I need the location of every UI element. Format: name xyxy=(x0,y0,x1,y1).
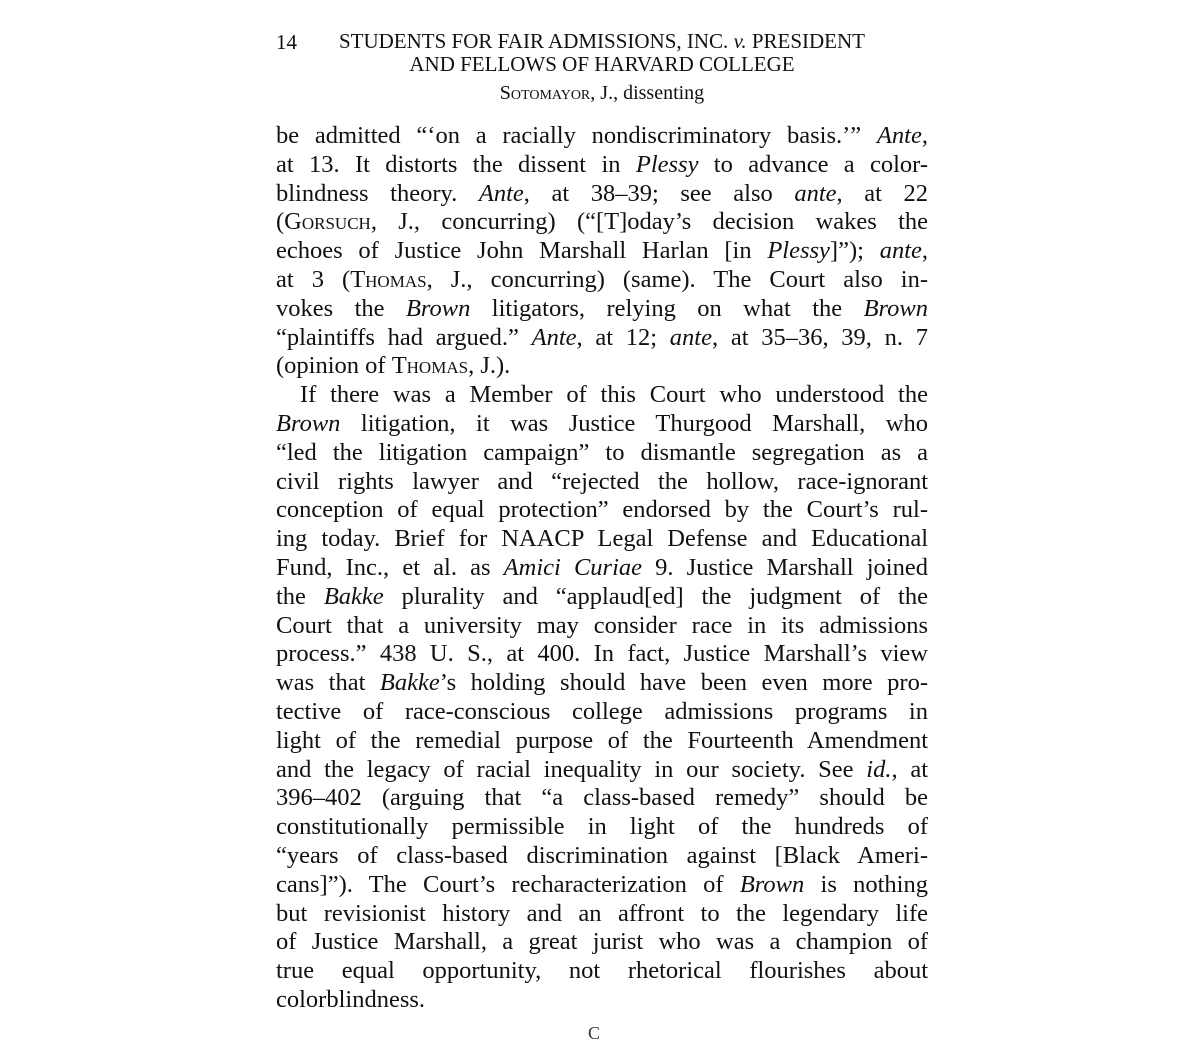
text-line: civil rights lawyer and “rejected the hollow, race-ignorant xyxy=(276,467,928,495)
text-line: Fund, Inc., et al. as Amici Curiae 9. Justice Marshall joined xyxy=(276,553,928,581)
text-line: “led the litigation campaign” to dismantle segregation as a xyxy=(276,438,928,466)
text-line: blindness theory. Ante, at 38–39; see also ante, at 22 xyxy=(276,179,928,207)
text-line: but revisionist history and an affront to the legendary life xyxy=(276,899,928,927)
text-line: If there was a Member of this Court who understood the xyxy=(300,381,928,409)
text-line: (Gorsuch, J., concurring) (“[T]oday’s decision wakes the xyxy=(276,208,928,236)
document-page xyxy=(276,30,928,1015)
text-line: colorblindness. xyxy=(276,985,426,1013)
case-title-line-2: AND FELLOWS OF HARVARD COLLEGE xyxy=(409,52,795,76)
text-line: and the legacy of racial inequality in our society. See id., at xyxy=(276,755,928,783)
text-line: true equal opportunity, not rhetorical flourishes about xyxy=(276,957,928,985)
case-title-line-1: STUDENTS FOR FAIR ADMISSIONS, INC. v. PRESIDENT xyxy=(338,29,866,53)
text-line: ing today. Brief for NAACP Legal Defense and Educational xyxy=(276,525,928,553)
text-line: light of the remedial purpose of the Fourteenth Amendment xyxy=(276,726,928,754)
opinion-body xyxy=(276,122,928,1015)
text-line: at 13. It distorts the dissent in Plessy to advance a color- xyxy=(276,150,929,178)
text-line: Brown litigation, it was Justice Thurgood Marshall, who xyxy=(276,409,928,437)
text-line: vokes the Brown litigators, relying on what the Brown xyxy=(276,294,928,322)
text-line: the Bakke plurality and “applaud[ed] the judgment of the xyxy=(276,582,928,610)
running-head xyxy=(276,30,928,108)
text-line: “plaintiffs had argued.” Ante, at 12; ante, at 35–36, 39, n. 7 xyxy=(276,323,928,351)
text-line: 396–402 (arguing that “a class-based remedy” should be xyxy=(276,784,928,812)
case-title xyxy=(326,30,878,76)
next-page-fragment: C xyxy=(588,1023,601,1043)
text-line: process.” 438 U. S., at 400. In fact, Justice Marshall’s view xyxy=(276,640,928,668)
page-number: 14 xyxy=(276,30,297,54)
paragraph-2 xyxy=(276,381,928,1015)
text-line: of Justice Marshall, a great jurist who was a champion of xyxy=(276,928,928,956)
text-line: cans]”). The Court’s recharacterization of Brown is nothing xyxy=(276,870,928,898)
text-line: conception of equal protection” endorsed by the Court’s rul- xyxy=(276,496,928,524)
text-line: constitutionally permissible in light of the hundreds of xyxy=(276,813,928,841)
text-line: tective of race-conscious college admissions programs in xyxy=(276,697,928,725)
text-line: at 3 (Thomas, J., concurring) (same). The Court also in- xyxy=(276,265,928,293)
text-line: was that Bakke’s holding should have been even more pro- xyxy=(276,669,928,697)
paragraph-1 xyxy=(276,122,928,381)
author-suffix: , J., dissenting xyxy=(590,82,705,104)
text-line: (opinion of Thomas, J.). xyxy=(276,352,511,380)
author-line xyxy=(276,81,928,105)
text-line: Court that a university may consider race in its admissions xyxy=(276,611,928,639)
text-line: echoes of Justice John Marshall Harlan [in Plessy]”); ante, xyxy=(276,237,928,265)
text-line: be admitted “‘on a racially nondiscriminatory basis.’” Ante, xyxy=(276,122,928,149)
author-name: Sotomayor xyxy=(499,82,591,104)
text-line: “years of class-based discrimination against [Black Ameri- xyxy=(276,841,928,869)
